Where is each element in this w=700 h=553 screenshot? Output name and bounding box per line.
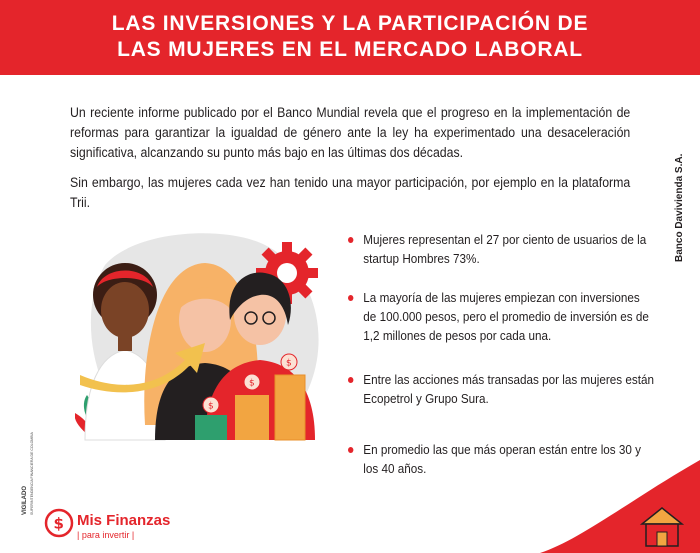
- bullet-dot: [348, 447, 353, 453]
- svg-text:$: $: [53, 514, 64, 533]
- svg-text:$: $: [286, 358, 292, 369]
- title-line-1: LAS INVERSIONES Y LA PARTICIPACIÓN DE: [111, 12, 589, 35]
- dollar-coin-icon: [203, 397, 219, 413]
- title-line-2: LAS MUJERES EN EL MERCADO LABORAL: [117, 38, 583, 61]
- intro-text: [70, 103, 630, 223]
- dollar-coin-icon: [244, 374, 260, 390]
- list-item: [348, 230, 654, 268]
- women-investing-illustration: [75, 225, 335, 450]
- mis-finanzas-logo: [44, 508, 171, 543]
- logo-name: Mis Finanzas: [77, 512, 171, 529]
- bar-gold: [275, 375, 305, 440]
- page-title: [0, 0, 700, 63]
- header-banner: [0, 0, 700, 75]
- bar-orange: [235, 395, 269, 440]
- svg-text:$: $: [208, 401, 214, 412]
- list-item-text: En promedio las que más operan están entre los 30 y los 40 años.: [363, 442, 642, 476]
- intro-paragraph-1: Un reciente informe publicado por el Banco Mundial revela que el progreso en la implementación de reformas para garantizar la igualdad de género ante la ley ha experimentado una desaceleración significativa, alcanzando su punto más bajo en las últimas dos décadas.: [70, 105, 631, 160]
- logo-subtitle: | para invertir |: [77, 530, 135, 540]
- superintendencia-label: SUPERINTENDENCIA FINANCIERA DE COLOMBIA: [30, 432, 34, 515]
- dollar-coin-icon: [281, 354, 297, 370]
- vigilado-label: VIGILADO: [22, 485, 28, 515]
- list-item: [348, 370, 654, 408]
- dollar-circle-icon: [44, 508, 74, 538]
- list-item-text: Entre las acciones más transadas por las mujeres están Ecopetrol y Grupo Sura.: [363, 372, 654, 406]
- bullet-dot: [348, 237, 353, 243]
- side-brand-label: Banco Davivienda S.A.: [674, 153, 685, 262]
- bullet-dot: [348, 295, 353, 301]
- svg-text:$: $: [249, 378, 255, 389]
- bar-teal: [195, 415, 227, 440]
- bullet-dot: [348, 377, 353, 383]
- intro-paragraph-2: Sin embargo, las mujeres cada vez han tenido una mayor participación, por ejemplo en la plataforma Trii.: [70, 175, 631, 210]
- list-item-text: La mayoría de las mujeres empiezan con inversiones de 100.000 pesos, pero el promedio de inversión es de 1,2 millones de pesos por cada una.: [363, 290, 649, 343]
- list-item-text: Mujeres representan el 27 por ciento de usuarios de la startup Hombres 73%.: [363, 232, 647, 266]
- list-item: [348, 288, 654, 345]
- corner-red-swoosh: [540, 460, 700, 553]
